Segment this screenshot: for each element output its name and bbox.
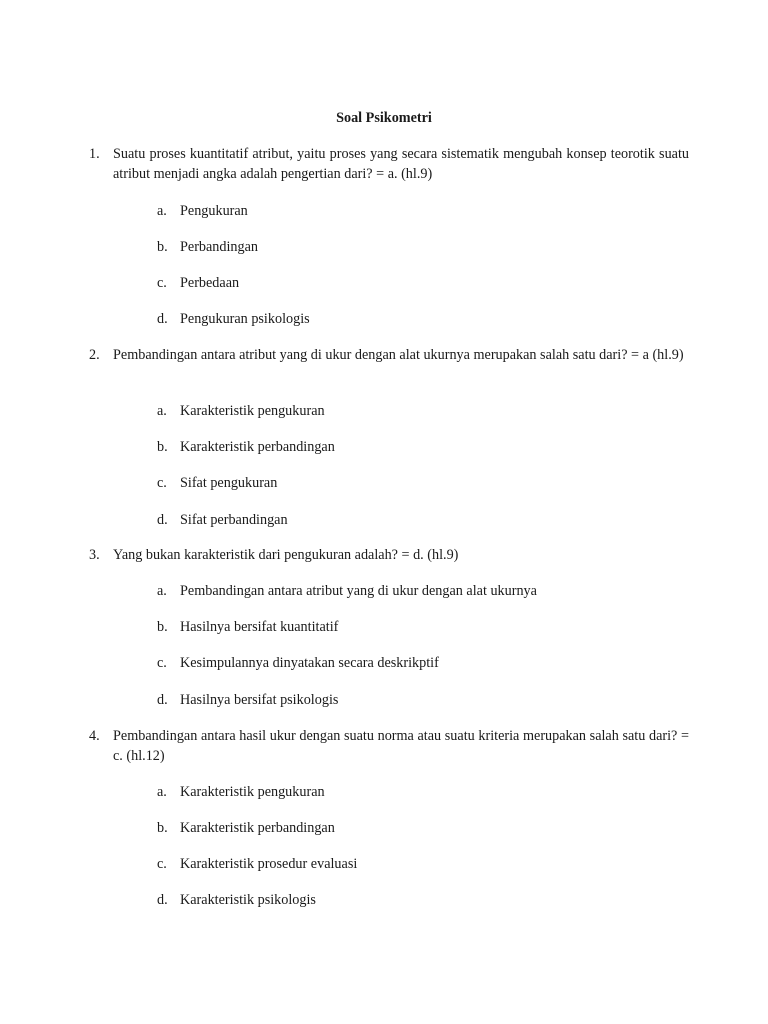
option-letter: c. [157,856,167,872]
option-text: Kesimpulannya dinyatakan secara deskrikptif [180,655,439,671]
option-text: Hasilnya bersifat kuantitatif [180,619,339,635]
option-3c [157,653,439,673]
option-text: Perbandingan [180,239,259,255]
option-letter: c. [157,275,167,291]
question-4 [89,726,689,766]
option-letter: d. [157,692,168,708]
option-letter: d. [157,892,168,908]
option-text: Karakteristik pengukuran [180,784,325,800]
option-1c [157,273,239,293]
question-number: 4. [89,728,100,744]
option-text: Hasilnya bersifat psikologis [180,692,339,708]
option-2d [157,510,288,530]
option-letter: c. [157,655,167,671]
option-letter: b. [157,239,168,255]
option-letter: a. [157,203,167,219]
option-3d [157,690,338,710]
option-4c [157,854,357,874]
option-letter: c. [157,475,167,491]
option-letter: d. [157,512,168,528]
option-text: Perbedaan [180,275,240,291]
option-letter: a. [157,403,167,419]
option-2c [157,473,277,493]
question-3 [89,545,689,565]
option-text: Pengukuran [180,203,248,219]
option-text: Karakteristik prosedur evaluasi [180,856,358,872]
option-text: Sifat perbandingan [180,512,288,528]
option-2a [157,401,325,421]
option-4a [157,782,325,802]
question-number: 1. [89,146,100,162]
option-4b [157,818,335,838]
question-text: Yang bukan karakteristik dari pengukuran adalah? = d. (hl.9) [113,547,459,563]
option-3b [157,617,338,637]
option-4d [157,890,316,910]
option-letter: b. [157,439,168,455]
option-1d [157,309,310,329]
question-number: 3. [89,547,100,563]
option-text: Pembandingan antara atribut yang di ukur dengan alat ukurnya [180,583,537,599]
option-text: Karakteristik perbandingan [180,820,335,836]
option-text: Pengukuran psikologis [180,311,310,327]
question-text: Pembandingan antara atribut yang di ukur dengan alat ukurnya merupakan salah satu dari? = a (hl.9) [113,347,684,363]
option-text: Karakteristik psikologis [180,892,316,908]
option-text: Sifat pengukuran [180,475,278,491]
question-text: Pembandingan antara hasil ukur dengan suatu norma atau suatu kriteria merupakan salah satu dari? = c. (hl.12) [113,728,689,764]
option-letter: d. [157,311,168,327]
option-letter: a. [157,784,167,800]
option-letter: a. [157,583,167,599]
option-text: Karakteristik perbandingan [180,439,335,455]
option-1a [157,201,248,221]
question-2 [89,345,689,365]
option-1b [157,237,258,257]
option-2b [157,437,335,457]
option-3a [157,581,537,601]
option-letter: b. [157,820,168,836]
question-number: 2. [89,347,100,363]
question-text: Suatu proses kuantitatif atribut, yaitu proses yang secara sistematik mengubah konsep teorotik suatu atribut menjadi angka adalah pengertian dari? = a. (hl.9) [113,146,689,182]
question-1 [89,144,689,184]
document-title: Soal Psikometri [336,110,432,126]
option-text: Karakteristik pengukuran [180,403,325,419]
option-letter: b. [157,619,168,635]
